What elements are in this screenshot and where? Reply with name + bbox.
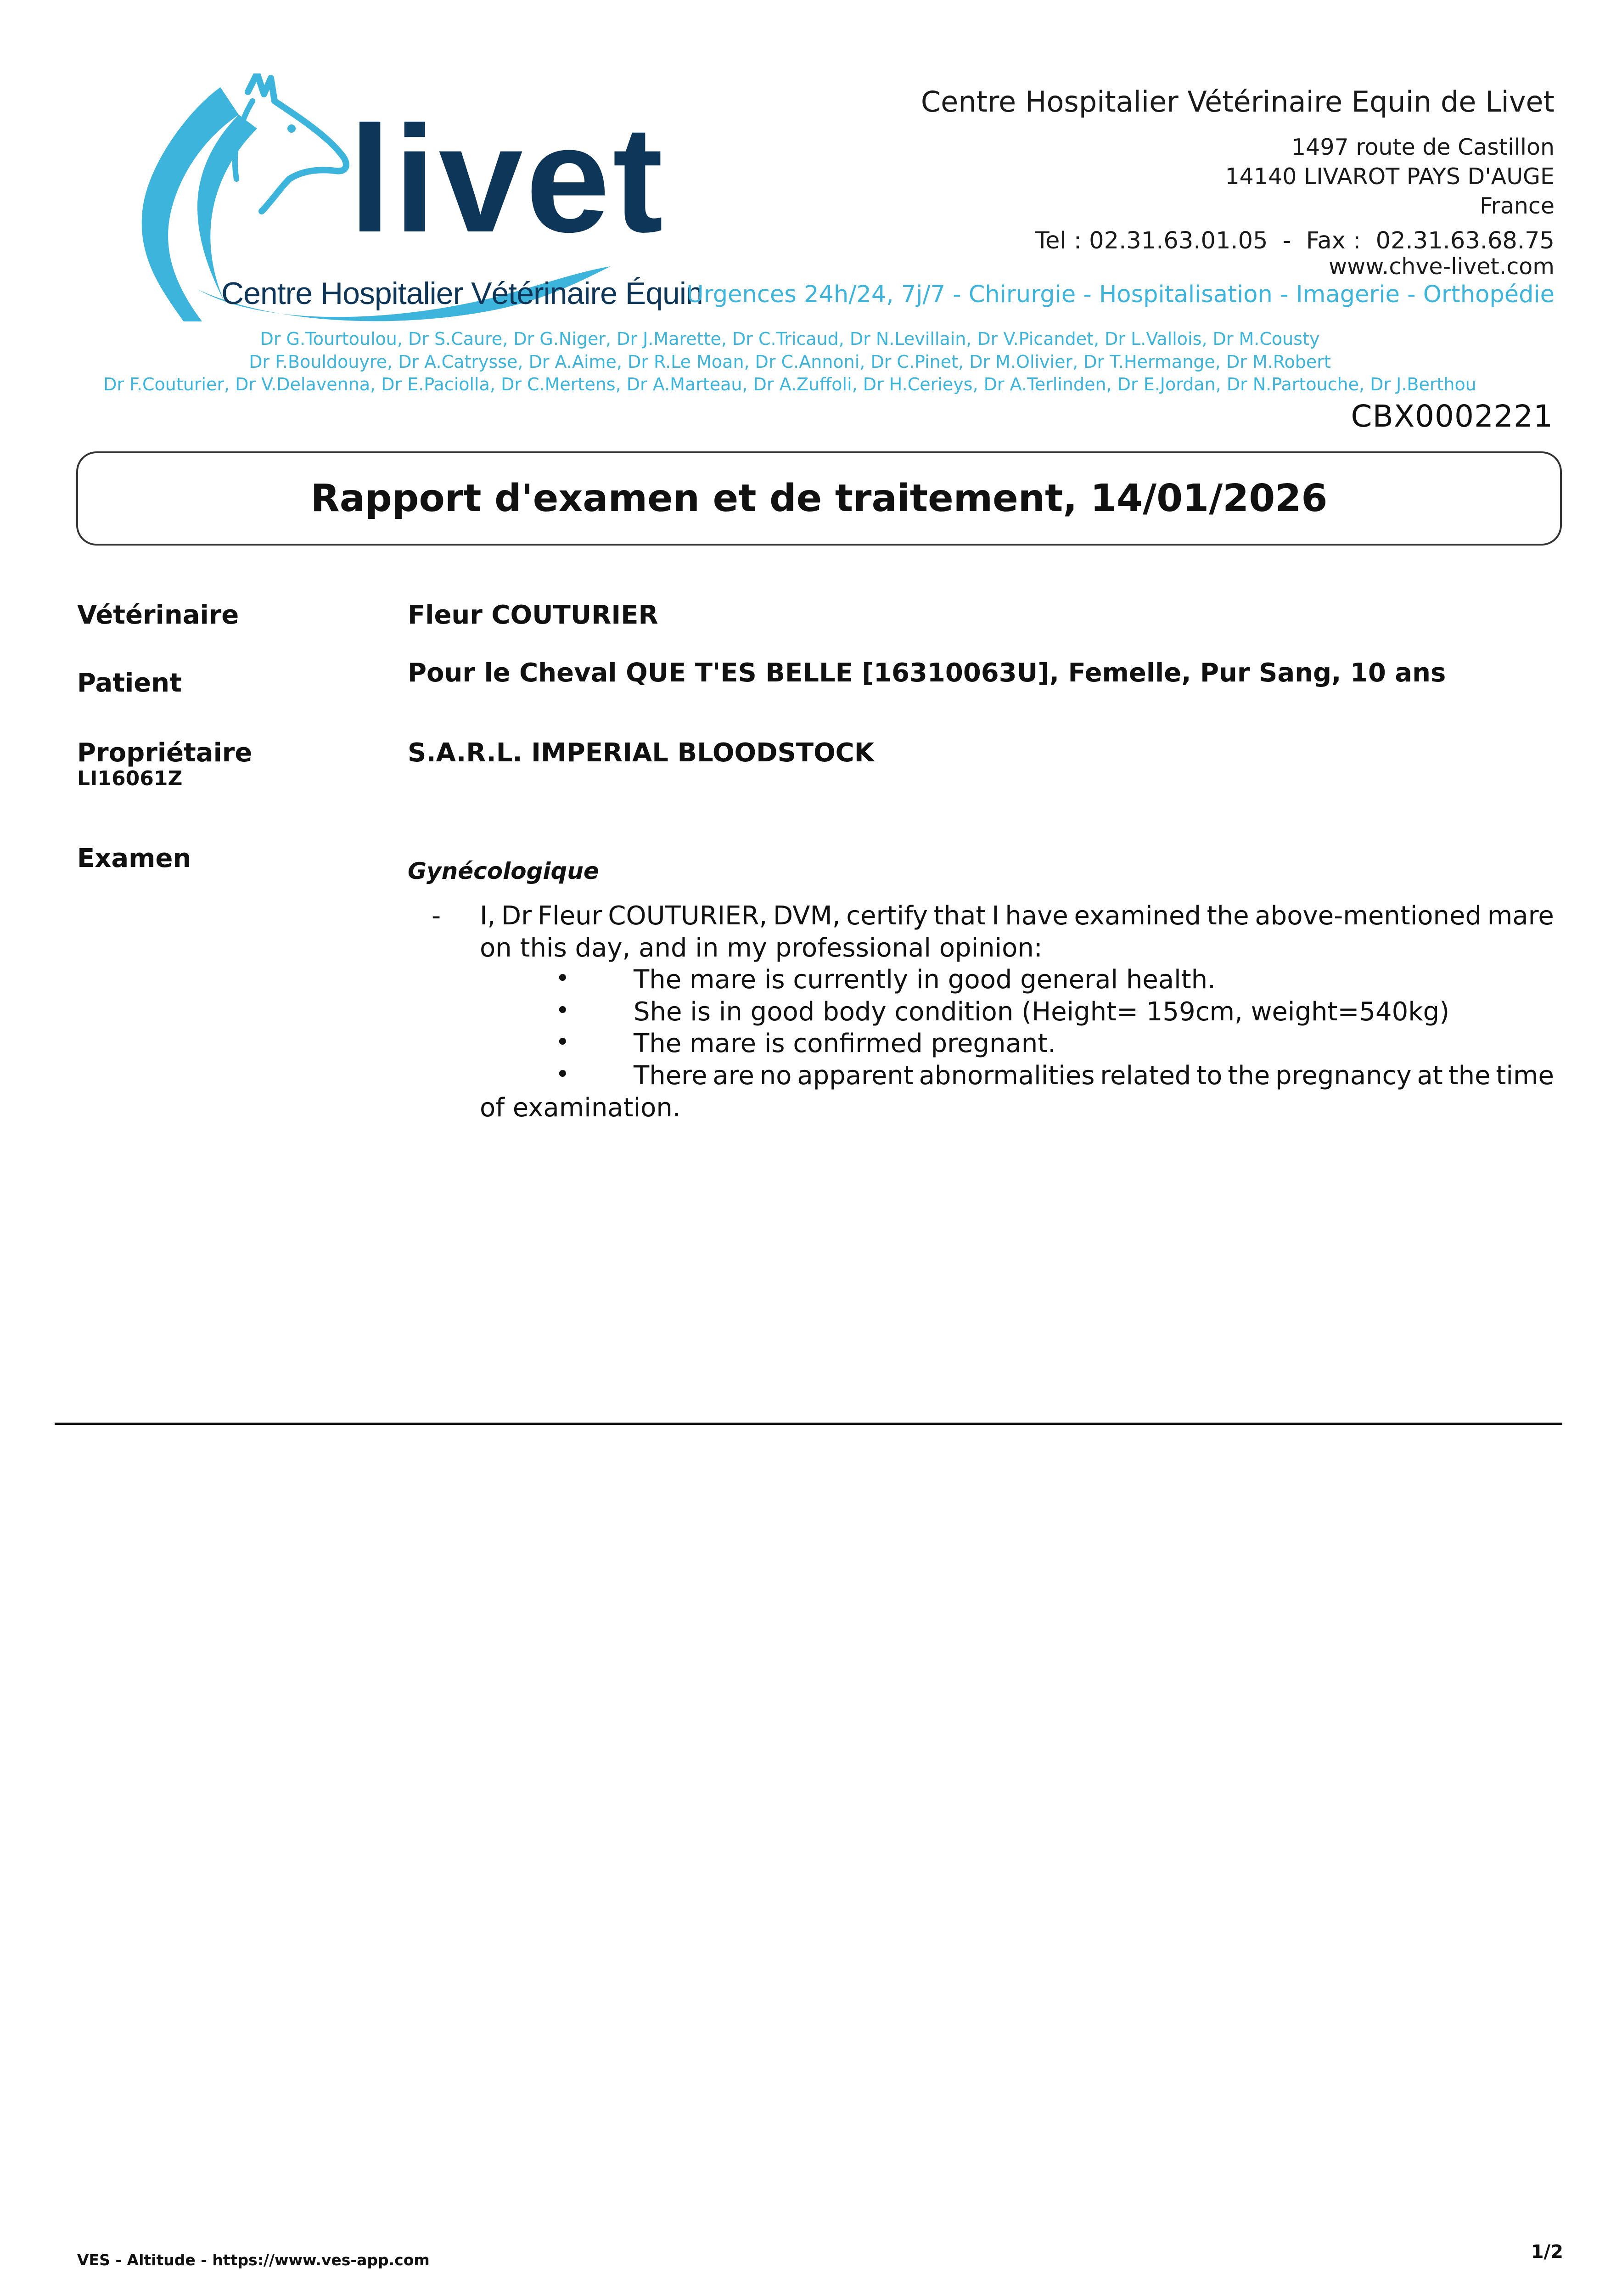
doctors-line: Dr F.Bouldouyre, Dr A.Catrysse, Dr A.Aime, Dr R.Le Moan, Dr C.Annoni, Dr C.Pinet, Dr M.Olivier, Dr T.Hermange, Dr M.Robert: [249, 352, 1331, 372]
word: mare: [1487, 901, 1554, 931]
bullet-text: The mare is confirmed pregnant.: [634, 1029, 1056, 1058]
doctors-line: Dr G.Tourtoulou, Dr S.Caure, Dr G.Niger, Dr J.Marette, Dr C.Tricaud, Dr N.Levillain, Dr V.Picandet, Dr L.Vallois, Dr M.Cousty: [260, 329, 1320, 349]
word: are: [713, 1061, 754, 1091]
word: certify: [846, 901, 928, 931]
bullet-text: She is in good body condition (Height= 159cm, weight=540kg): [634, 997, 1450, 1027]
owner-value: S.A.R.L. IMPERIAL BLOODSTOCK: [408, 738, 875, 768]
clinic-city: 14140 LIVAROT PAYS D'AUGE: [1225, 163, 1555, 190]
clinic-country: France: [1480, 193, 1555, 219]
word: DVM,: [773, 901, 841, 931]
divider: [55, 1423, 1562, 1425]
word: apparent: [797, 1061, 914, 1091]
exam-label: Examen: [77, 844, 191, 873]
word: COUTURIER,: [608, 901, 768, 931]
patient-value: Pour le Cheval QUE T'ES BELLE [16310063U], Femelle, Pur Sang, 10 ans: [408, 658, 1446, 688]
bullet-text: The mare is currently in good general health.: [634, 965, 1216, 995]
logo-word: livet: [349, 94, 666, 264]
word: the: [1228, 1061, 1270, 1091]
vet-value: Fleur COUTURIER: [408, 600, 658, 630]
bullet-icon: •: [556, 965, 570, 992]
word: related: [1100, 1061, 1191, 1091]
word: examined: [1074, 901, 1201, 931]
footer-software: VES - Altitude - https://www.ves-app.com: [77, 2251, 430, 2269]
clinic-phone-fax: Tel : 02.31.63.01.05 - Fax : 02.31.63.68.75: [1035, 227, 1555, 254]
word: that: [933, 901, 986, 931]
word: pregnancy: [1275, 1061, 1412, 1091]
bullet-icon: •: [556, 1029, 570, 1056]
word: to: [1196, 1061, 1223, 1091]
word: the: [1448, 1061, 1491, 1091]
bullet-text-continuation: of examination.: [480, 1093, 681, 1123]
logo-subtitle: Centre Hospitalier Vétérinaire Équin: [221, 276, 703, 311]
patient-label: Patient: [77, 668, 182, 698]
owner-label: Propriétaire: [77, 738, 253, 768]
bullet-text: [634, 1061, 1554, 1091]
word: abnormalities: [919, 1061, 1095, 1091]
word: time: [1496, 1061, 1554, 1091]
title-box: [76, 451, 1562, 546]
page-number: 1/2: [1531, 2241, 1563, 2262]
vet-label: Vétérinaire: [77, 600, 239, 630]
list-dash: -: [432, 901, 441, 931]
clinic-name: Centre Hospitalier Vétérinaire Equin de Livet: [920, 85, 1555, 118]
word: at: [1417, 1061, 1443, 1091]
doctors-line: Dr F.Couturier, Dr V.Delavenna, Dr E.Paciolla, Dr C.Mertens, Dr A.Marteau, Dr A.Zuffoli, Dr H.Cerieys, Dr A.Terlinden, Dr E.Jordan, Dr N.Partouche, Dr J.Berthou: [103, 374, 1476, 394]
word: have: [1005, 901, 1068, 931]
word: There: [634, 1061, 707, 1091]
word: Fleur: [537, 901, 602, 931]
bullet-icon: •: [556, 997, 570, 1024]
word: no: [759, 1061, 792, 1091]
page-title: Rapport d'examen et de traitement, 14/01/2026: [310, 477, 1328, 520]
clinic-street: 1497 route de Castillon: [1291, 134, 1555, 160]
exam-type: Gynécologique: [408, 858, 599, 884]
exam-intro-line: on this day, and in my professional opinion:: [480, 933, 1043, 963]
word: I,: [480, 901, 496, 931]
word: I: [992, 901, 999, 931]
clinic-services: Urgences 24h/24, 7j/7 - Chirurgie - Hospitalisation - Imagerie - Orthopédie: [686, 281, 1555, 308]
exam-intro-line: [480, 901, 1554, 931]
word: the: [1207, 901, 1249, 931]
bullet-icon: •: [556, 1061, 570, 1088]
word: Dr: [501, 901, 532, 931]
owner-id: LI16061Z: [77, 767, 183, 790]
reference-number: CBX0002221: [1351, 399, 1553, 434]
word: above-mentioned: [1255, 901, 1482, 931]
clinic-website: www.chve-livet.com: [1329, 253, 1555, 280]
